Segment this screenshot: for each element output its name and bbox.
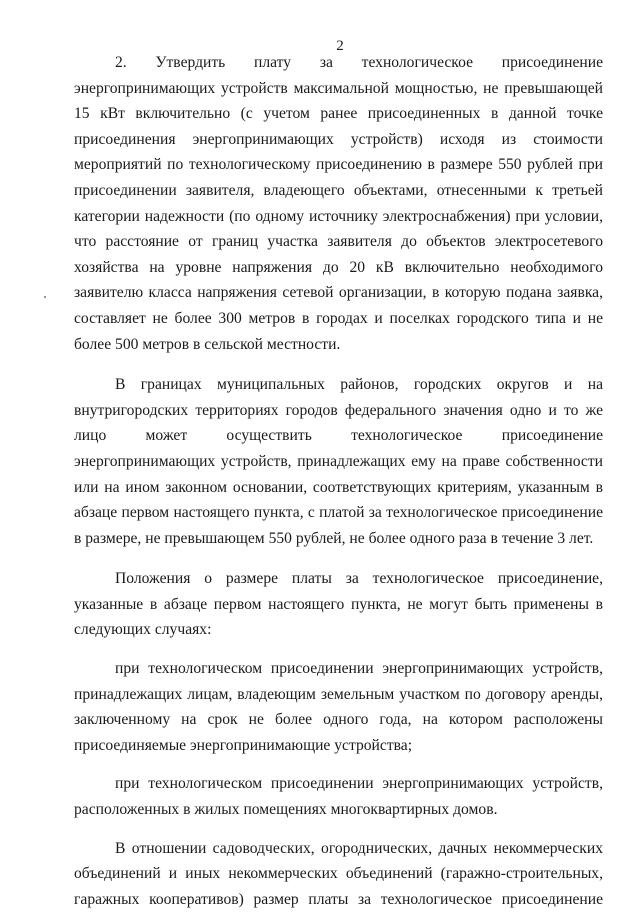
paragraph-1: 2. Утвердить плату за технологическое присоединение энергопринимающих устройств максимальной мощностью, не превышающей 15 кВт включительно (с учетом ранее присоединенных в данной точке присоединения энергопринимающих устройств) исходя из стоимости мероприятий по технологическому присоединению в размере 550 рублей при присоединении заявителя, владеющего объектами, отнесенными к третьей категории надежности (по одному источнику электроснабжения) при условии, что расстояние от границ участка заявителя до объектов электросетевого хозяйства на уровне напряжения до 20 кВ включительно необходимого заявителю класса напряжения сетевой организации, в которую подана заявка, составляет не более 300 метров в городах и поселках городского типа и не более 500 метров в сельской местности. bbox=[74, 54, 603, 353]
page-number: 2 bbox=[336, 38, 344, 54]
paragraph-2: В границах муниципальных районов, городских округов и на внутригородских территориях городов федерального значения одно и то же лицо может осуществить технологическое присоединение энергопринимающих устройств, принадлежащих ему на праве собственности или на ином законном основании, соответствующих критериям, указанным в абзаце первом настоящего пункта, с платой за технологическое присоединение в размере, не превышающем 550 рублей, не более одного раза в течение 3 лет. bbox=[74, 376, 603, 547]
paragraph-3: Положения о размере платы за технологическое присоединение, указанные в абзаце первом настоящего пункта, не могут быть применены в следующих случаях: bbox=[74, 570, 603, 639]
margin-mark bbox=[44, 296, 46, 298]
paragraph-4: при технологическом присоединении энергопринимающих устройств, принадлежащих лицам, владеющим земельным участком по договору аренды, заключенному на срок не более одного года, на котором расположены присоединяемые энергопринимающие устройства; bbox=[74, 660, 603, 754]
document-body bbox=[74, 50, 603, 912]
paragraph-6: В отношении садоводческих, огороднических, дачных некоммерческих объединений и иных некоммерческих объединений (гаражно-строительных, гаражных кооперативов) размер платы за технологическое присоединение bbox=[74, 839, 603, 908]
paragraph-5: при технологическом присоединении энергопринимающих устройств, расположенных в жилых помещениях многоквартирных домов. bbox=[74, 775, 603, 819]
